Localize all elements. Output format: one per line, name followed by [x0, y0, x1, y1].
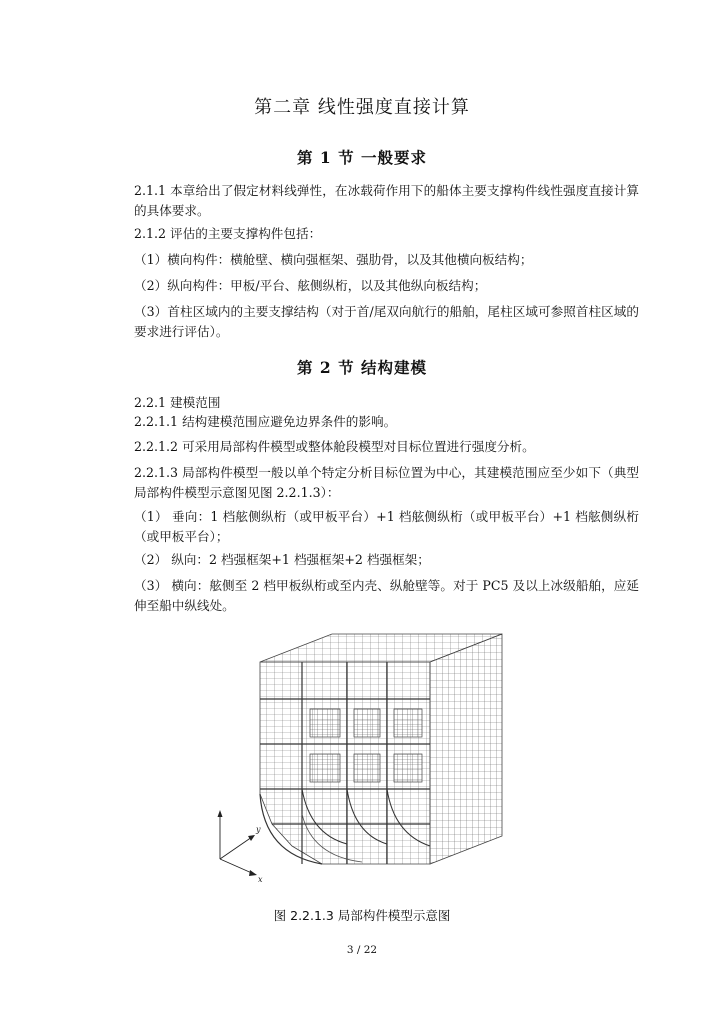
paragraph-2-2-1-3: 2.2.1.3 局部构件模型一般以单个特定分析目标位置为中心，其建模范围应至少如下（典型局部构件模型示意图见图 2.2.1.3）： [134, 465, 639, 500]
paragraph-2-1-2-item-3: （3）首柱区域内的主要支撑结构（对于首/尾双向航行的船舶，尾柱区域可参照首柱区域的要求进行评估）。 [134, 304, 639, 339]
chapter-title: 第二章 线性强度直接计算 [254, 97, 470, 118]
paragraph-2-1-2: 2.1.2 评估的主要支撑构件包括： [134, 226, 322, 241]
paragraph-2-1-2-item-2: （2）纵向构件：甲板/平台、舷侧纵桁，以及其他纵向板结构； [134, 278, 487, 293]
side-shell-back [430, 634, 502, 864]
fem-model-figure [202, 624, 532, 884]
page-number: 3 / 22 [346, 944, 378, 956]
coordinate-axes [218, 810, 264, 884]
section-2-title: 第 2 节 结构建模 [297, 358, 427, 377]
paragraph-2-2-1-3-item-2: （2） 纵向：2 档强框架+1 档强框架+2 档强框架； [134, 552, 430, 567]
paragraph-2-2-1-1: 2.2.1.1 结构建模范围应避免边界条件的影响。 [134, 414, 397, 429]
axis-y-label: y [256, 825, 261, 834]
figure-caption: 图 2.2.1.3 局部构件模型示意图 [273, 908, 451, 923]
axis-x-label: x [258, 875, 263, 884]
front-frames [260, 662, 430, 864]
paragraph-2-2-1: 2.2.1 建模范围 [134, 395, 221, 410]
section-1-title: 第 1 节 一般要求 [297, 148, 427, 167]
paragraph-2-2-1-2: 2.2.1.2 可采用局部构件模型或整体舱段模型对目标位置进行强度分析。 [134, 439, 535, 454]
paragraph-2-1-2-item-1: （1）横向构件：横舱壁、横向强框架、强肋骨，以及其他横向板结构； [134, 252, 533, 267]
paragraph-2-2-1-3-item-1: （1） 垂向：1 档舷侧纵桁（或甲板平台）+1 档舷侧纵桁（或甲板平台）+1 档舷侧纵桁（或甲板平台）； [134, 509, 639, 544]
paragraph-2-1-1: 2.1.1 本章给出了假定材料线弹性，在冰载荷作用下的船体主要支撑构件线性强度直接计算的具体要求。 [134, 183, 639, 218]
fem-mesh-drawing [202, 624, 532, 884]
paragraph-2-2-1-3-item-3: （3） 横向：舷侧至 2 档甲板纵桁或至内壳、纵舱壁等。对于 PC5 及以上冰级船舶，应延伸至船中纵线处。 [134, 578, 639, 613]
